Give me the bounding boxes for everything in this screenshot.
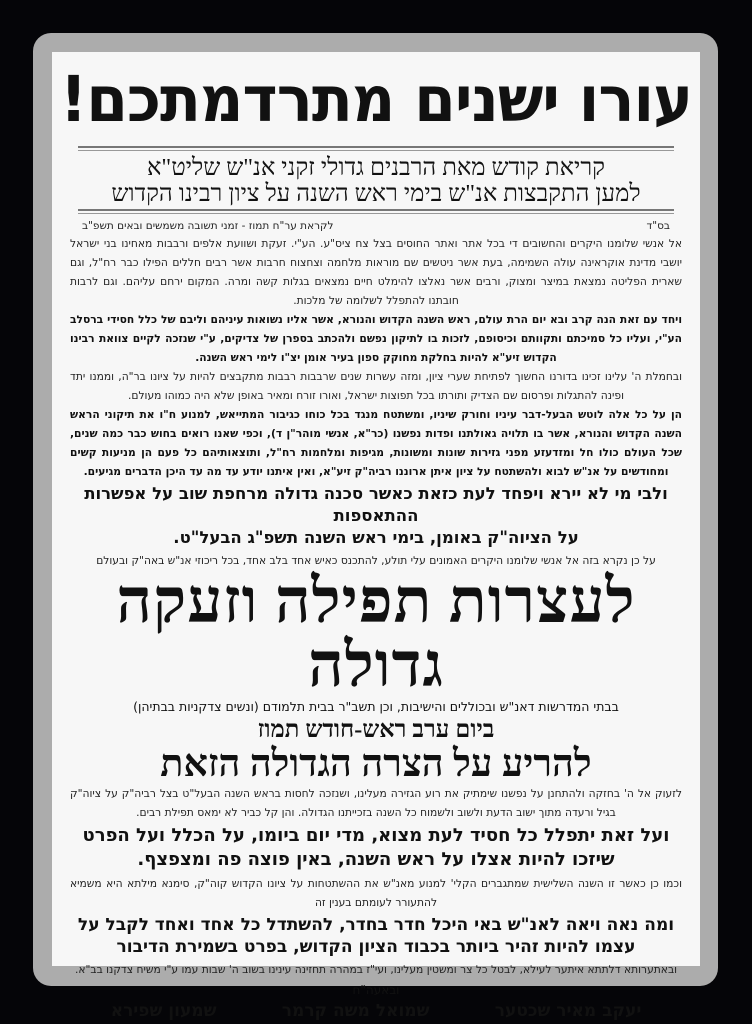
rosh-hashana-paragraph: ויחד עם זאת הנה קרב ובא יום הרת עולם, ראש השנה הקדוש והנורא, אשר אליו נשואות עיניהם וליבם של כלל חסידי ברסלב הע"י, ועליו כל סמיכתם ותקוותם וכיסופם, לזכות בו לתיקון נפשם ולהכתב בספרן של צדיקים, ע"י שנזכה לקיים צוואת רבינו הקדוש זיע"א להיות בחלקת מחוקק ספון בעיר אומן יצ"ו לימי ראש השנה. [70, 313, 682, 364]
respect-line-2: עצמו להיות זהיר ביותר בכבוד הציון הקדוש, בפרט בשמירת הדיבור [116, 937, 636, 957]
respect-text [58, 912, 694, 960]
bsd-mark: בס"ד [646, 220, 670, 232]
closing-abbreviation: ובאעה"ח [352, 983, 400, 997]
final-paragraph: ובאתערותא דלתתא איתער לעילא, לבטל כל צר ומשטין מעלינו, ועי"ז במהרה תחזינה עינינו בשוב ה' שבות עמו ע"י משיח צדקנו בב"א. [74, 963, 678, 976]
every-chassid-text [58, 822, 694, 874]
prayer-paragraph: לזעוק אל ה' בחזקה ולהתחנן על נפשנו שימתיק את רוע הגזירה מעלינו, ושנזכה לחסות בראש השנה הבעל"ט בצל רביה"ק על ציוה"ק בגיל ורעדה מתוך ישוב הדעת ולשוב ולשמוח כל השנה בזכייתנו הגדולה. והן קל כביר לא ימאס תפילת רבים. [70, 787, 682, 819]
every-chassid-line-1: ועל זאת יתפלל כל חסיד לעת מצוא, מדי יום ביומו, על הכלל ועל הפרט [82, 825, 670, 846]
subheading [58, 151, 694, 209]
signatory: שמואל משה קרמר [281, 1001, 430, 1021]
giant-title: לעצרות תפילה וזעקה גדולה [116, 568, 636, 700]
obstacles-paragraph: הן על כל אלה לוטש הבעל-דבר עיניו וחורק שיניו, ומשתטח מנגד בכל כוחו כגיבור המתייאש, למנוע ח"ו את תיקוני הראש השנה הקדוש והנורא, אשר בו תלויה גאולתנו ופדות נפשנו (כר"א, אנשי מוהר"ן ד), וכפי שאנו רואים בחוש כבר כמה שנים, שכל העולם כולו חל ומזדעזע מפני גזירות שונות ומשונות, מגיפות ומלחמות רח"ל, ותוצאותיהם כל פעם הן מניעות קשים ומחודשים על אנ"ש לבוא ולהשתטח על ציון איתן ארוננו רביה"ק זיע"א, ואין איתנו יודע עד מה עד היכן הדברים מגיעים. [70, 408, 682, 478]
dateline [58, 214, 694, 234]
third-year-paragraph: וכמו כן כאשר זו השנה השלישית שמתגברים הקלי' למנוע מאנ"ש את ההשתטחות על ציונו הקדוש קוה"ק, סימנא מילתא היא משמיא להתעורר לעומתם בענין זה [70, 877, 682, 909]
venues-note: בבתי המדרשות דאנ"ש ובכוללים והישיבות, וכן תשב"ר בבית תלמודם (ונשים צדקניות בבתיהן) [133, 699, 619, 714]
subheading-line-2: למען התקבצות אנ"ש בימי ראש השנה על ציון רבינו הקדוש [111, 181, 641, 207]
warning-line-1: ולבי מי לא יירא ויפחד לעת כזאת כאשר סכנה גדולה מרחפת שוב על אפשרות ההתאספות [84, 484, 668, 525]
warning-line-2: על הציוה"ק באומן, בימי ראש השנה תשפ"ג הבעל"ט. [173, 528, 579, 547]
intro-paragraph: אל אנשי שלומנו היקרים והחשובים די בכל אתר ואתר החוסים בצל צח ציס"ע. הע"י. זעקת ושוועת אלפים ורבבות מאחינו בני ישראל יושבי מדינת אוקראינה עולה השמימה, בעת אשר ניטשים שם מוראות מלחמה וצחצוח חרבות אשר רבים חללים הפילו כבר רח"ל, וגם שארית הפליטה נמצאת במיצר ומצוק, ורבים אשר נאלצו להימלט חיים נמצאים בגלות קשה ומרה. המקום ירחם עליהם. וגם לרבות חובתנו להתפלל לשלומה של מלכות. [70, 237, 682, 307]
tzion-paragraph: ובחמלת ה' עלינו זכינו בדורנו החשוך לפתיחת שערי ציון, ומזה עשרות שנים שרבבות רבבות מתקבצים להיות על ציונו בר"ה, וממנו יתד ופינה להתגלות ופרסום שם הצדיק ותורתו בכל תפוצות ישראל, ואורו זורח ומאיר באופן שלא היה כמוהו מעולם. [70, 370, 682, 402]
warning-text [58, 481, 694, 551]
signatory: יעקב מאיר שכטער [494, 1001, 642, 1021]
date-heading: ביום ערב ראש-חודש תמוז [257, 717, 495, 743]
poster-document [52, 52, 700, 1021]
call-paragraph: על כן נקרא בזה אל אנשי שלומנו היקרים האמונים עלי תולע, להתכנס כאיש אחד בלב אחד, בכל ריכוזי אנ"ש באה"ק ובעולם [96, 554, 656, 567]
purpose-heading: להריע על הצרה הגדולה הזאת [160, 743, 592, 785]
signatory: שמעון שפירא [110, 1001, 217, 1021]
subheading-line-1: קריאת קודש מאת הרבנים גדולי זקני אנ"ש שליט"א [147, 155, 605, 181]
respect-line-1: ומה נאה ויאה לאנ"ש באי היכל חדר בחדר, להשתדל כל אחד ואחד לקבל על [77, 915, 675, 935]
headline: עורו ישנים מתרדמתכם! [59, 63, 693, 137]
every-chassid-line-2: שיזכו להיות אצלו על ראש השנה, באין פוצה פה ומצפצף. [137, 849, 615, 870]
date-text: לקראת ער"ח תמוז - זמני תשובה משמשים ובאים תשפ"ב [82, 220, 334, 232]
signatures [58, 997, 694, 1021]
